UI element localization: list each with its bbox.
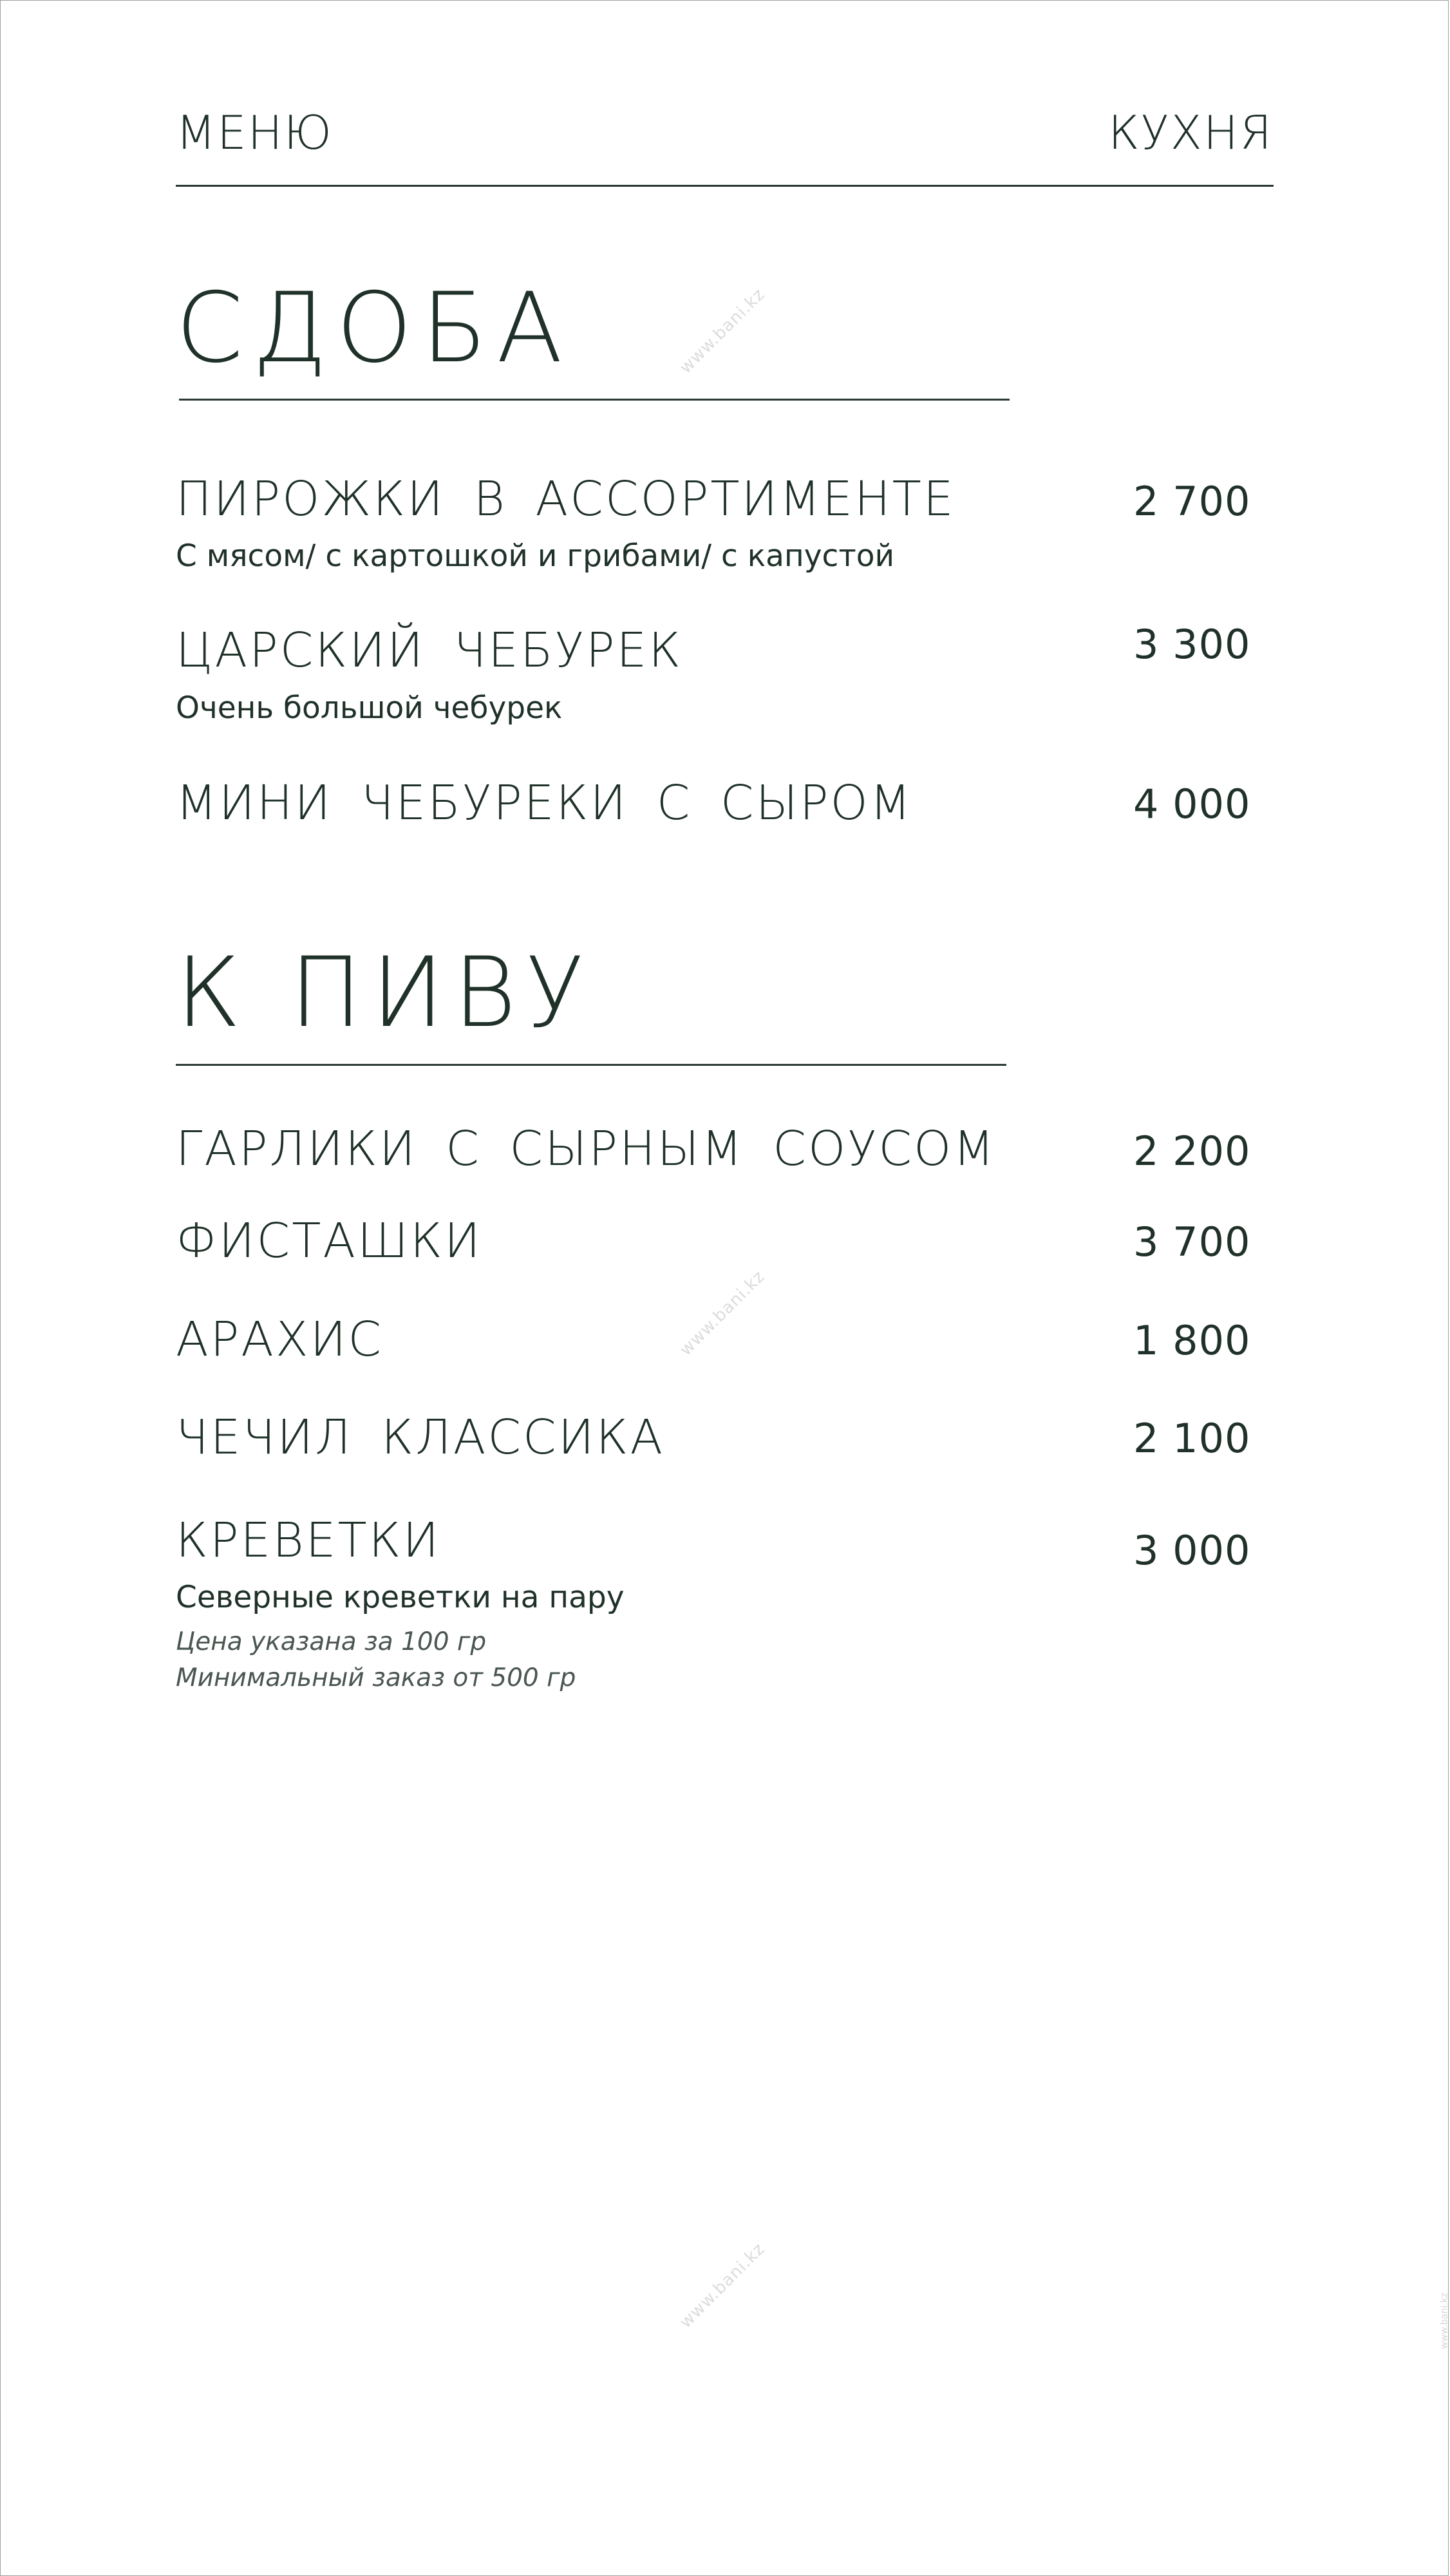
watermark: www.bani.kz: [676, 2239, 769, 2333]
menu-item-name: ЧЕЧИЛ КЛАССИКА: [176, 1410, 665, 1465]
menu-item-price: 3 700: [1133, 1218, 1251, 1265]
menu-item-price: 2 200: [1133, 1128, 1251, 1175]
watermark: www.bani.kz: [676, 1267, 769, 1360]
menu-item-note: Цена указана за 100 гр: [176, 1627, 487, 1656]
section-divider-k-pivu: [176, 1064, 1006, 1066]
corner-watermark: www.bani.kz: [1440, 2293, 1450, 2349]
menu-item-name: МИНИ ЧЕБУРЕКИ С СЫРОМ: [176, 775, 913, 831]
menu-item-price: 2 700: [1133, 478, 1251, 525]
menu-item-price: 3 300: [1133, 621, 1251, 668]
section-title-k-pivu: К ПИВУ: [176, 937, 594, 1049]
menu-item-name: ПИРОЖКИ В АССОРТИМЕНТЕ: [176, 471, 956, 527]
menu-item-price: 4 000: [1133, 781, 1251, 828]
menu-item-note: Минимальный заказ от 500 гр: [176, 1663, 576, 1692]
menu-item-name: ФИСТАШКИ: [176, 1213, 482, 1269]
section-divider-sdoba: [179, 399, 1010, 401]
menu-item-name: ЦАРСКИЙ ЧЕБУРЕК: [176, 623, 683, 678]
header-divider: [176, 185, 1274, 187]
menu-item-price: 3 000: [1133, 1527, 1251, 1574]
menu-item-description: С мясом/ с картошкой и грибами/ с капустой: [176, 538, 895, 574]
menu-item-name: АРАХИС: [176, 1312, 384, 1367]
menu-item-name: ГАРЛИКИ С СЫРНЫМ СОУСОМ: [176, 1121, 997, 1177]
menu-item-description: Очень большой чебурек: [176, 690, 563, 726]
menu-label: МЕНЮ: [176, 106, 333, 160]
menu-item-name: КРЕВЕТКИ: [176, 1513, 441, 1568]
watermark: www.bani.kz: [676, 285, 769, 378]
section-title-sdoba: СДОБА: [176, 272, 572, 384]
menu-item-description: Северные креветки на пару: [176, 1580, 625, 1615]
menu-item-price: 2 100: [1133, 1415, 1251, 1462]
menu-item-price: 1 800: [1133, 1317, 1251, 1364]
kitchen-label: КУХНЯ: [1108, 106, 1273, 160]
